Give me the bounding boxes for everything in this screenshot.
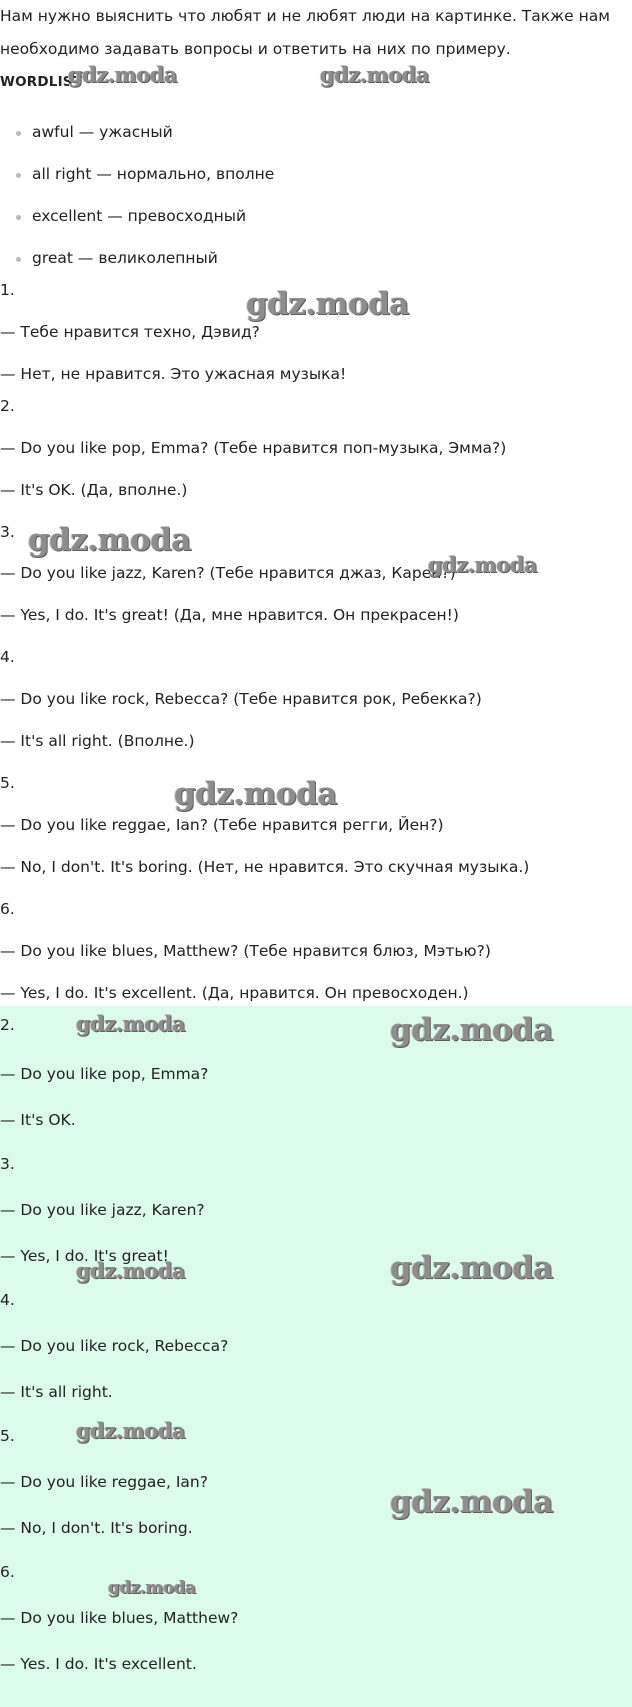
dialogue-line: — Yes, I do. It's great! (Да, мне нравится. Он прекрасен!) xyxy=(0,606,459,624)
dialogue-number: 5. xyxy=(0,774,15,792)
bullet-icon xyxy=(16,131,21,136)
answer-line: — It's all right. xyxy=(0,1383,113,1401)
answer-number: 3. xyxy=(0,1155,15,1173)
answer-line: — Do you like jazz, Karen? xyxy=(0,1201,205,1219)
intro-line-1: Нам нужно выяснить что любят и не любят люди на картинке. Также нам xyxy=(0,7,610,25)
answer-number: 4. xyxy=(0,1291,15,1309)
dialogue-line: — Нет, не нравится. Это ужасная музыка! xyxy=(0,365,347,383)
bullet-icon xyxy=(16,257,21,262)
answers-highlight-block xyxy=(0,1006,632,1707)
bullet-icon xyxy=(16,173,21,178)
watermark: gdz.moda xyxy=(390,1484,553,1520)
dialogue-number: 1. xyxy=(0,281,15,299)
dialogue-number: 4. xyxy=(0,648,15,666)
watermark: gdz.moda xyxy=(428,552,538,577)
wordlist-heading: WORDLIST xyxy=(0,74,83,90)
answer-line: — Do you like rock, Rebecca? xyxy=(0,1337,229,1355)
watermark: gdz.moda xyxy=(246,286,409,322)
intro-line-2: необходимо задавать вопросы и ответить на них по примеру. xyxy=(0,40,511,58)
dialogue-line: — Do you like reggae, Ian? (Тебе нравится регги, Йен?) xyxy=(0,816,444,834)
answer-number: 2. xyxy=(0,1016,15,1034)
answer-number: 5. xyxy=(0,1427,15,1445)
answer-line: — Yes. I do. It's excellent. xyxy=(0,1655,197,1673)
watermark: gdz.moda xyxy=(28,522,191,558)
answer-line: — Do you like blues, Matthew? xyxy=(0,1609,239,1627)
watermark: gdz.moda xyxy=(76,1258,186,1283)
dialogue-line: — Do you like jazz, Karen? (Тебе нравится джаз, Карен?) xyxy=(0,564,456,582)
wordlist-item: all right — нормально, вполне xyxy=(32,165,275,183)
watermark: gdz.moda xyxy=(390,1012,553,1048)
dialogue-line: — Do you like rock, Rebecca? (Тебе нравится рок, Ребекка?) xyxy=(0,690,482,708)
dialogue-line: — Yes, I do. It's excellent. (Да, нравится. Он превосходен.) xyxy=(0,984,469,1002)
wordlist-item: awful — ужасный xyxy=(32,123,173,141)
dialogue-number: 6. xyxy=(0,900,15,918)
watermark: gdz.moda xyxy=(68,62,178,87)
dialogue-line: — It's all right. (Вполне.) xyxy=(0,732,195,750)
watermark: gdz.moda xyxy=(76,1011,186,1036)
watermark: gdz.moda xyxy=(320,62,430,87)
bullet-icon xyxy=(16,215,21,220)
wordlist-item: great — великолепный xyxy=(32,249,218,267)
dialogue-line: — No, I don't. It's boring. (Нет, не нравится. Это скучная музыка.) xyxy=(0,858,530,876)
dialogue-number: 2. xyxy=(0,397,15,415)
answer-line: — Yes, I do. It's great! xyxy=(0,1247,169,1265)
dialogue-line: — Do you like pop, Emma? (Тебе нравится поп-музыка, Эмма?) xyxy=(0,439,507,457)
wordlist-item: excellent — превосходный xyxy=(32,207,247,225)
answer-line: — Do you like pop, Emma? xyxy=(0,1065,209,1083)
dialogue-line: — Do you like blues, Matthew? (Тебе нравится блюз, Мэтью?) xyxy=(0,942,491,960)
answer-line: — It's OK. xyxy=(0,1111,76,1129)
dialogue-number: 3. xyxy=(0,523,15,541)
watermark: gdz.moda xyxy=(108,1578,196,1598)
watermark: gdz.moda xyxy=(174,776,337,812)
dialogue-line: — Тебе нравится техно, Дэвид? xyxy=(0,323,260,341)
dialogue-line: — It's OK. (Да, вполне.) xyxy=(0,481,188,499)
answer-number: 6. xyxy=(0,1563,15,1581)
watermark: gdz.moda xyxy=(390,1250,553,1286)
answer-line: — No, I don't. It's boring. xyxy=(0,1519,193,1537)
answer-line: — Do you like reggae, Ian? xyxy=(0,1473,208,1491)
watermark: gdz.moda xyxy=(76,1418,186,1443)
